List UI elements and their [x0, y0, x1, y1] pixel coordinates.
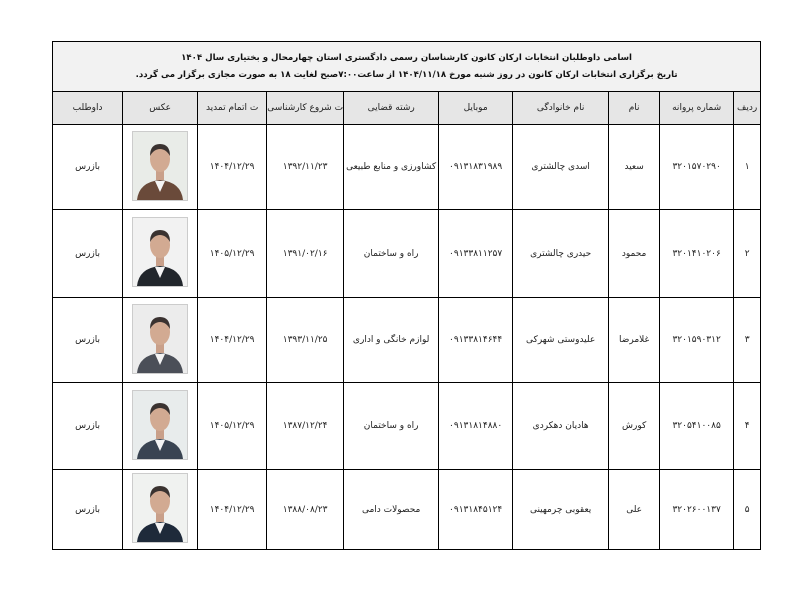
cell-photo	[123, 383, 198, 470]
candidates-table	[52, 41, 761, 550]
cell-row-no: ۳	[734, 298, 761, 383]
header-photo: عکس	[123, 92, 198, 125]
cell-first-name: علی	[609, 470, 660, 550]
cell-mobile: ۰۹۱۳۱۸۴۵۱۲۴	[439, 470, 513, 550]
cell-photo	[123, 298, 198, 383]
cell-row-no: ۱	[734, 125, 761, 210]
cell-candidacy: بازرس	[53, 210, 123, 298]
header-start-date: ت شروع کارشناسی	[267, 92, 344, 125]
cell-candidacy: بازرس	[53, 125, 123, 210]
table-row	[53, 298, 761, 383]
header-row	[53, 92, 761, 125]
cell-last-name: یعقوبی چرمهینی	[513, 470, 609, 550]
cell-candidacy: بازرس	[53, 298, 123, 383]
title-line-1: اسامی داوطلبان انتخابات ارکان کانون کارشناسان رسمی دادگستری استان چهارمحال و بختیاری سال ۱۴۰۴	[181, 52, 632, 63]
document-title	[53, 42, 761, 92]
header-renewal-end: ت اتمام تمدید	[198, 92, 267, 125]
cell-license: ۳۲۰۱۵۹۰۳۱۲	[660, 298, 734, 383]
candidate-photo	[132, 390, 188, 460]
cell-row-no: ۵	[734, 470, 761, 550]
cell-first-name: محمود	[609, 210, 660, 298]
cell-field: راه و ساختمان	[344, 383, 439, 470]
cell-field: لوازم خانگی و اداری	[344, 298, 439, 383]
header-candidacy: داوطلب	[53, 92, 123, 125]
cell-field: کشاورزی و منابع طبیعی	[344, 125, 439, 210]
header-license: شماره پروانه	[660, 92, 734, 125]
cell-field: محصولات دامی	[344, 470, 439, 550]
cell-first-name: غلامرضا	[609, 298, 660, 383]
cell-last-name: اسدی چالشتری	[513, 125, 609, 210]
candidate-photo	[132, 131, 188, 201]
cell-renewal-end: ۱۴۰۴/۱۲/۲۹	[198, 298, 267, 383]
cell-mobile: ۰۹۱۳۱۸۱۴۸۸۰	[439, 383, 513, 470]
cell-first-name: کورش	[609, 383, 660, 470]
candidate-photo	[132, 217, 188, 287]
cell-license: ۳۲۰۱۵۷۰۲۹۰	[660, 125, 734, 210]
cell-photo	[123, 210, 198, 298]
cell-renewal-end: ۱۴۰۵/۱۲/۲۹	[198, 383, 267, 470]
cell-first-name: سعید	[609, 125, 660, 210]
table-row	[53, 470, 761, 550]
cell-license: ۳۲۰۱۴۱۰۲۰۶	[660, 210, 734, 298]
cell-candidacy: بازرس	[53, 383, 123, 470]
cell-field: راه و ساختمان	[344, 210, 439, 298]
header-last-name: نام خانوادگی	[513, 92, 609, 125]
cell-last-name: هادیان دهکردی	[513, 383, 609, 470]
header-mobile: موبایل	[439, 92, 513, 125]
cell-license: ۳۲۰۵۴۱۰۰۸۵	[660, 383, 734, 470]
header-row-no: ردیف	[734, 92, 761, 125]
candidate-photo	[132, 304, 188, 374]
cell-start-date: ۱۳۸۷/۱۲/۲۴	[267, 383, 344, 470]
cell-renewal-end: ۱۴۰۴/۱۲/۲۹	[198, 470, 267, 550]
header-field: رشته قضایی	[344, 92, 439, 125]
cell-photo	[123, 125, 198, 210]
title-line-2: تاریخ برگزاری انتخابات ارکان کانون در روز شنبه مورخ ۱۴۰۴/۱۱/۱۸ از ساعت۷:۰۰صبح لغایت ۱۸ به صورت مجازی برگزار می گردد.	[135, 69, 678, 80]
cell-photo	[123, 470, 198, 550]
cell-row-no: ۲	[734, 210, 761, 298]
cell-last-name: حیدری چالشتری	[513, 210, 609, 298]
cell-license: ۳۲۰۲۶۰۰۱۳۷	[660, 470, 734, 550]
cell-renewal-end: ۱۴۰۴/۱۲/۲۹	[198, 125, 267, 210]
cell-start-date: ۱۳۹۱/۰۲/۱۶	[267, 210, 344, 298]
cell-mobile: ۰۹۱۳۳۸۱۴۶۴۴	[439, 298, 513, 383]
table-row	[53, 383, 761, 470]
cell-renewal-end: ۱۴۰۵/۱۲/۲۹	[198, 210, 267, 298]
cell-mobile: ۰۹۱۳۳۸۱۱۲۵۷	[439, 210, 513, 298]
cell-start-date: ۱۳۸۸/۰۸/۲۳	[267, 470, 344, 550]
table-row	[53, 125, 761, 210]
cell-mobile: ۰۹۱۳۱۸۳۱۹۸۹	[439, 125, 513, 210]
table-row	[53, 210, 761, 298]
cell-row-no: ۴	[734, 383, 761, 470]
cell-start-date: ۱۳۹۳/۱۱/۲۵	[267, 298, 344, 383]
cell-candidacy: بازرس	[53, 470, 123, 550]
cell-last-name: علیدوستی شهرکی	[513, 298, 609, 383]
candidate-photo	[132, 473, 188, 543]
cell-start-date: ۱۳۹۲/۱۱/۲۳	[267, 125, 344, 210]
header-first-name: نام	[609, 92, 660, 125]
